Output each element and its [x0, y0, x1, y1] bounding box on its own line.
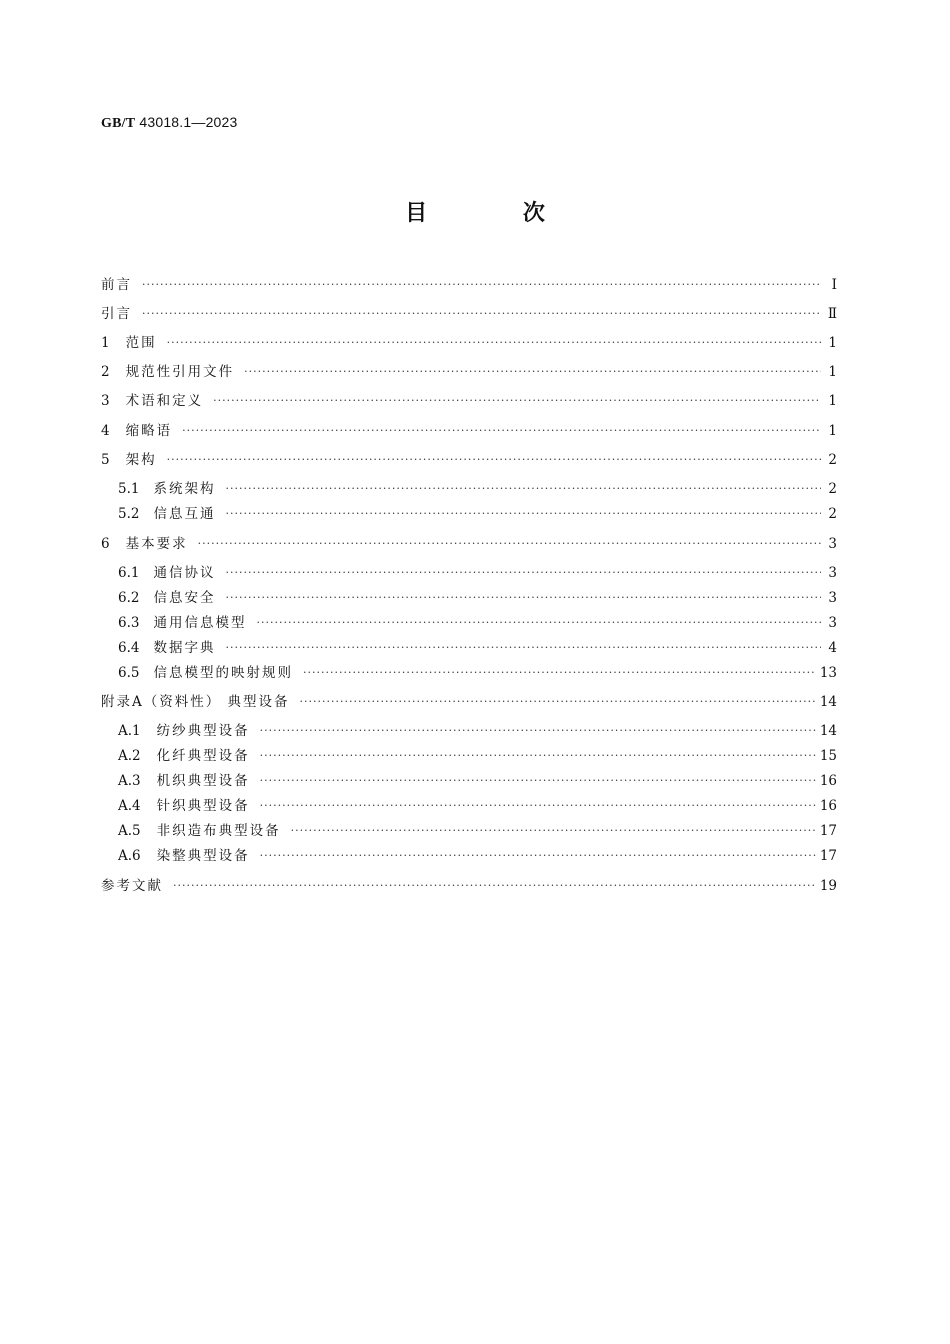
toc-entry-number: A.2 — [118, 748, 141, 764]
toc-entry-number: A.3 — [118, 773, 141, 789]
standard-number: 43018.1—2023 — [139, 114, 238, 130]
toc-entry-number: 3 — [101, 393, 110, 409]
toc-entry-label: 针织典型设备 — [156, 798, 250, 814]
toc-entry-page: 2 — [828, 481, 837, 497]
toc-leader-dots — [142, 274, 821, 296]
toc-entry[interactable] — [101, 533, 837, 555]
toc-entry-number: 5.2 — [118, 506, 140, 522]
toc-entry-label: 机织典型设备 — [156, 773, 250, 789]
toc-entry[interactable] — [101, 303, 837, 325]
toc-entry-number: 5 — [101, 452, 110, 468]
toc-entry-label: 架构 — [125, 452, 157, 468]
toc-leader-dots — [173, 875, 816, 897]
toc-entry-label: 基本要求 — [125, 536, 188, 552]
toc-leader-dots — [303, 662, 816, 684]
toc-leader-dots — [225, 587, 821, 609]
toc-entry[interactable] — [101, 875, 837, 897]
toc-entry-page: Ⅱ — [827, 306, 837, 322]
toc-entry-page: 2 — [828, 452, 837, 468]
toc-entry[interactable] — [118, 820, 837, 842]
toc-entry[interactable] — [101, 274, 837, 296]
toc-entry-page: 19 — [819, 878, 837, 894]
toc-entry-number: 6.2 — [118, 590, 140, 606]
toc-entry-page: 16 — [819, 773, 837, 789]
toc-entry-label: 附录A（资料性） 典型设备 — [101, 694, 290, 710]
toc-entry-page: Ⅰ — [831, 277, 837, 293]
toc-leader-dots — [291, 820, 816, 842]
toc-entry-page: 17 — [819, 848, 837, 864]
toc-entry-page: 4 — [828, 640, 837, 656]
toc-entry-number: 6.4 — [118, 640, 140, 656]
toc-entry-label: 数据字典 — [153, 640, 216, 656]
toc-entry-label: 染整典型设备 — [156, 848, 250, 864]
toc-entry-label: 通信协议 — [153, 565, 216, 581]
toc-leader-dots — [300, 691, 816, 713]
toc-entry-label: 通用信息模型 — [153, 615, 247, 631]
toc-leader-dots — [256, 612, 821, 634]
toc-entry[interactable] — [118, 562, 837, 584]
toc-entry[interactable] — [118, 587, 837, 609]
toc-leader-dots — [225, 562, 821, 584]
page-title: 目 次 — [405, 201, 589, 226]
toc-entry-page: 3 — [828, 615, 837, 631]
toc-entry[interactable] — [118, 612, 837, 634]
toc-entry-number: A.5 — [118, 823, 141, 839]
toc-leader-dots — [167, 449, 821, 471]
toc-leader-dots — [225, 503, 821, 525]
toc-entry-label: 缩略语 — [125, 423, 173, 439]
toc-entry-number: A.4 — [118, 798, 141, 814]
toc-entry-number: 2 — [101, 364, 110, 380]
toc-leader-dots — [182, 420, 821, 442]
table-of-contents — [101, 0, 837, 1344]
toc-entry[interactable] — [101, 390, 837, 412]
toc-entry-number: A.1 — [118, 723, 141, 739]
toc-leader-dots — [198, 533, 821, 555]
toc-entry-page: 13 — [819, 665, 837, 681]
toc-entry[interactable] — [101, 449, 837, 471]
toc-entry-number: 6.1 — [118, 565, 140, 581]
toc-entry[interactable] — [118, 503, 837, 525]
toc-entry-page: 1 — [828, 364, 837, 380]
toc-entry-page: 1 — [828, 335, 837, 351]
toc-leader-dots — [142, 303, 821, 325]
toc-entry[interactable] — [118, 745, 837, 767]
toc-entry[interactable] — [101, 332, 837, 354]
toc-entry-label: 参考文献 — [101, 878, 163, 894]
toc-entry-label: 范围 — [125, 335, 157, 351]
toc-entry-page: 17 — [819, 823, 837, 839]
toc-entry[interactable] — [101, 361, 837, 383]
toc-entry-page: 14 — [819, 694, 837, 710]
toc-entry-label: 信息模型的映射规则 — [153, 665, 293, 681]
toc-entry-page: 1 — [828, 423, 837, 439]
toc-entry-number: 6.3 — [118, 615, 140, 631]
toc-leader-dots — [213, 390, 821, 412]
toc-entry[interactable] — [118, 662, 837, 684]
toc-entry-number: 4 — [101, 423, 110, 439]
toc-entry-page: 3 — [828, 590, 837, 606]
toc-entry-label: 非织造布典型设备 — [156, 823, 281, 839]
toc-leader-dots — [167, 332, 821, 354]
toc-entry[interactable] — [118, 795, 837, 817]
toc-entry-label: 规范性引用文件 — [125, 364, 235, 380]
toc-leader-dots — [260, 845, 816, 867]
toc-leader-dots — [260, 745, 816, 767]
toc-leader-dots — [260, 795, 816, 817]
toc-entry-label: 信息互通 — [153, 506, 216, 522]
toc-entry-page: 3 — [828, 565, 837, 581]
toc-entry-label: 系统架构 — [153, 481, 216, 497]
toc-entry-number: A.6 — [118, 848, 141, 864]
toc-entry-label: 化纤典型设备 — [156, 748, 250, 764]
toc-entry-label: 前言 — [101, 277, 132, 293]
toc-entry-page: 3 — [828, 536, 837, 552]
toc-leader-dots — [225, 478, 821, 500]
toc-leader-dots — [260, 720, 816, 742]
toc-entry-number: 6.5 — [118, 665, 140, 681]
toc-entry-page: 2 — [828, 506, 837, 522]
toc-entry-page: 1 — [828, 393, 837, 409]
toc-entry-label: 信息安全 — [153, 590, 216, 606]
toc-entry[interactable] — [101, 691, 837, 713]
toc-leader-dots — [225, 637, 821, 659]
toc-entry[interactable] — [118, 770, 837, 792]
toc-entry-number: 6 — [101, 536, 110, 552]
toc-entry[interactable] — [118, 478, 837, 500]
toc-entry[interactable] — [101, 420, 837, 442]
toc-entry-label: 术语和定义 — [125, 393, 204, 409]
toc-entry-page: 16 — [819, 798, 837, 814]
toc-entry-label: 引言 — [101, 306, 132, 322]
standard-prefix: GB/T — [101, 116, 136, 131]
toc-entry-number: 1 — [101, 335, 110, 351]
toc-entry-page: 14 — [819, 723, 837, 739]
toc-entry[interactable] — [118, 637, 837, 659]
toc-entry-label: 纺纱典型设备 — [156, 723, 250, 739]
toc-entry-number: 5.1 — [118, 481, 140, 497]
toc-entry[interactable] — [118, 720, 837, 742]
toc-leader-dots — [244, 361, 821, 383]
toc-entry[interactable] — [118, 845, 837, 867]
toc-leader-dots — [260, 770, 816, 792]
toc-entry-page: 15 — [819, 748, 837, 764]
